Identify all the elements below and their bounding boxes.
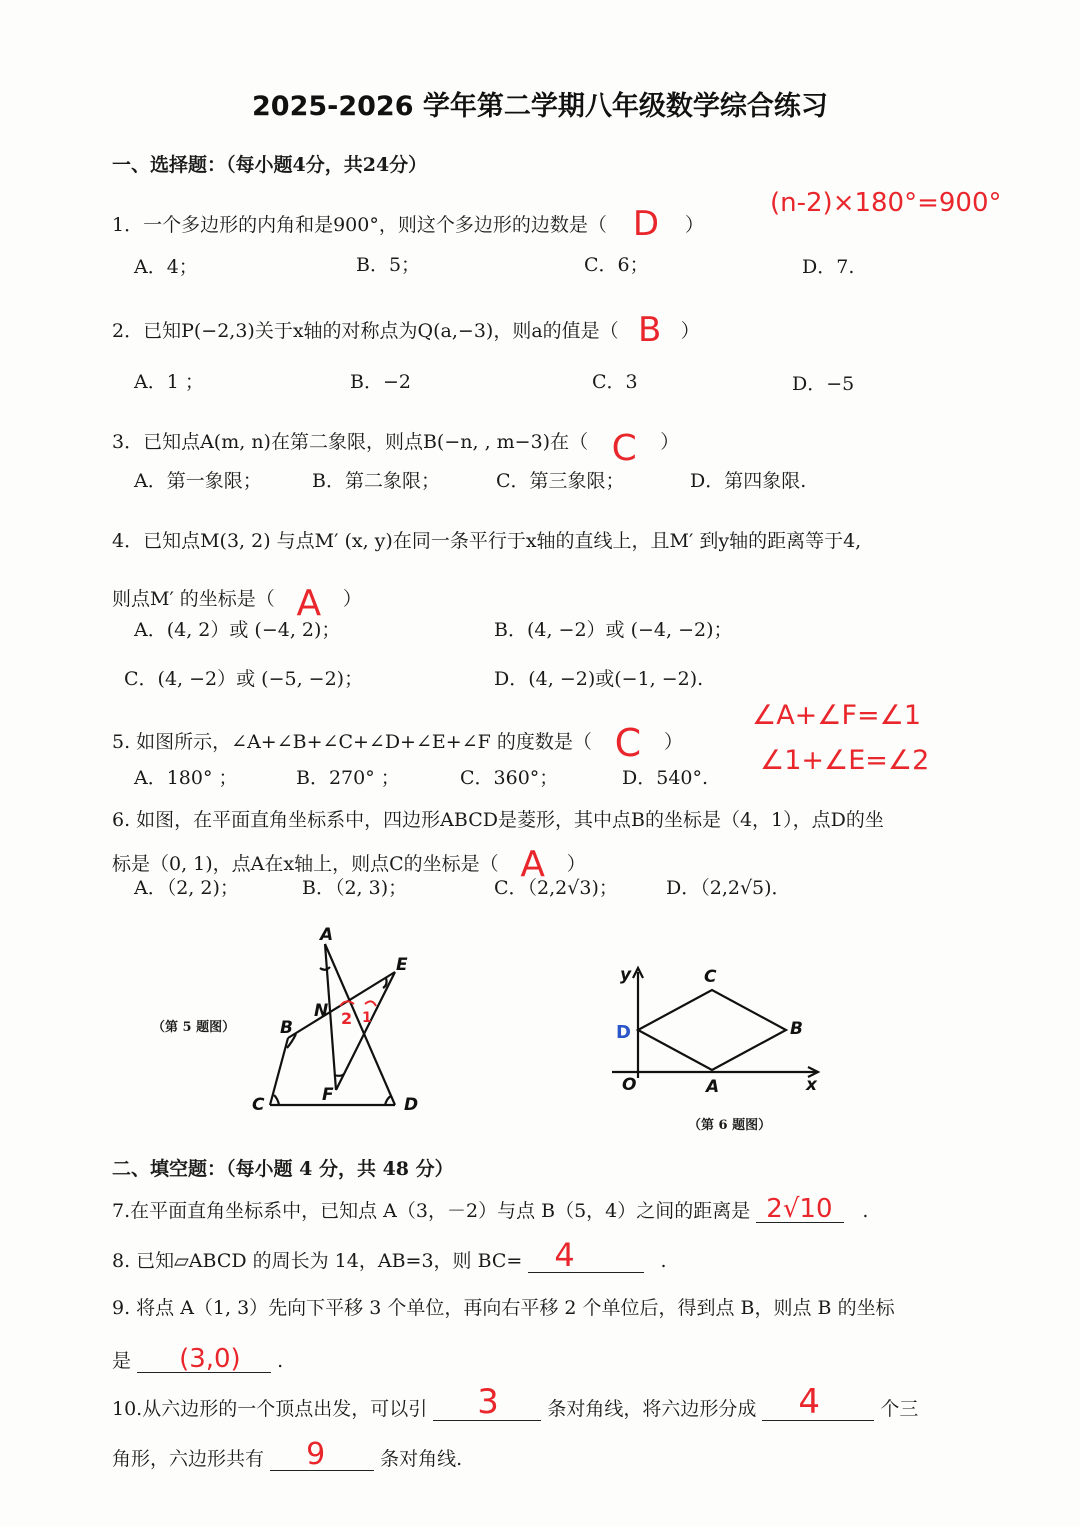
q9-stem2: 是 bbox=[112, 1350, 132, 1372]
q5-close: ） bbox=[663, 731, 683, 753]
q9-answer: (3,0) bbox=[179, 1344, 241, 1374]
angle-mark-a bbox=[320, 967, 330, 970]
q5-option-d: D．540°. bbox=[622, 767, 709, 789]
q3-option-b: B．第二象限； bbox=[312, 470, 440, 492]
q2-option-b: B．−2 bbox=[350, 371, 411, 393]
q6-answer: A bbox=[520, 844, 546, 885]
question-9-line2 bbox=[112, 1346, 283, 1373]
question-6: 6. 如图，在平面直角坐标系中，四边形ABCD是菱形，其中点B的坐标是（4，1），点D的坐 bbox=[112, 809, 884, 831]
q3-stem: 3．已知点A(m, n)在第二象限，则点B(−n, , m−3)在（ bbox=[112, 431, 589, 453]
fig6-label-o: O bbox=[622, 1075, 637, 1095]
q3-option-a: A．第一象限； bbox=[134, 470, 262, 492]
q6-option-a: A．（2, 2)； bbox=[134, 877, 239, 899]
question-7 bbox=[112, 1196, 868, 1223]
q4-answer: A bbox=[296, 583, 322, 624]
question-5 bbox=[112, 713, 683, 765]
q1-note: (n-2)×180°=900° bbox=[770, 188, 1002, 218]
section-fill-heading: 二、填空题：（每小题 4 分，共 48 分） bbox=[112, 1158, 454, 1180]
fig5-label-c: C bbox=[252, 1095, 265, 1115]
q10-part4: 角形，六边形共有 bbox=[112, 1448, 265, 1470]
fig6-label-b: B bbox=[790, 1019, 803, 1039]
q8-end: . bbox=[660, 1250, 667, 1272]
q6-close: ） bbox=[566, 853, 586, 875]
question-4-line2 bbox=[112, 573, 362, 624]
q1-option-d: D．7. bbox=[802, 256, 855, 278]
q6-option-d: D．（2,2√5)． bbox=[666, 877, 791, 899]
figure-6 bbox=[598, 958, 838, 1106]
fig6-label-y: y bbox=[620, 965, 632, 985]
q6-option-c: C．（2,2√3)； bbox=[494, 877, 618, 899]
fig6-label-c: C bbox=[704, 967, 717, 987]
fig5-label-a: A bbox=[320, 925, 334, 945]
q4-close: ） bbox=[342, 588, 362, 610]
q3-answer: C bbox=[611, 428, 637, 469]
fig5-caption: （第 5 题图） bbox=[152, 1020, 236, 1035]
red-arc-2 bbox=[365, 1001, 376, 1006]
q10-blank-2 bbox=[762, 1382, 874, 1422]
q8-blank bbox=[528, 1236, 644, 1274]
q4-option-c: C．(4, −2）或 (−5, −2)； bbox=[124, 668, 364, 690]
fig5-mark-1: 1 bbox=[362, 1010, 372, 1026]
q1-option-b: B．5； bbox=[356, 254, 421, 276]
q2-answer: B bbox=[638, 310, 662, 350]
question-2 bbox=[112, 306, 700, 350]
q10-answer-2: 4 bbox=[798, 1382, 821, 1422]
q10-answer-1: 3 bbox=[477, 1382, 499, 1422]
q7-end: . bbox=[862, 1200, 869, 1222]
q3-close: ） bbox=[660, 431, 680, 453]
question-8 bbox=[112, 1236, 667, 1274]
q4-stem2: 则点M′ 的坐标是（ bbox=[112, 588, 275, 610]
q4-option-d: D．(4, −2)或(−1, −2). bbox=[494, 668, 704, 690]
q3-option-d: D．第四象限. bbox=[690, 470, 807, 492]
fig5-label-d: D bbox=[404, 1095, 419, 1115]
angle-mark-c bbox=[274, 1095, 279, 1105]
question-4: 4．已知点M(3, 2) 与点M′ (x, y)在同一条平行于x轴的直线上，且M′ 到y轴的距离等于4, bbox=[112, 530, 862, 552]
q10-answer-3: 9 bbox=[306, 1437, 326, 1472]
fig5-label-n: N bbox=[314, 1001, 329, 1021]
q10-part3: 个三 bbox=[880, 1398, 919, 1420]
fig6-label-d: D bbox=[616, 1022, 631, 1043]
fig5-label-e: E bbox=[396, 955, 408, 975]
q4-option-b: B．(4, −2）或 (−4, −2)； bbox=[494, 619, 733, 641]
fig6-label-a: A bbox=[706, 1077, 720, 1097]
q8-stem: 8. 已知▱ABCD 的周长为 14，AB=3，则 BC= bbox=[112, 1250, 523, 1272]
q4-option-a: A．(4, 2）或 (−4, 2)； bbox=[134, 619, 341, 641]
q3-option-c: C．第三象限； bbox=[496, 470, 625, 492]
q5-note-2: ∠1+∠E=∠2 bbox=[760, 745, 930, 776]
q5-stem: 5. 如图所示，∠A+∠B+∠C+∠D+∠E+∠F 的度数是（ bbox=[112, 731, 592, 753]
q2-option-d: D．−5 bbox=[792, 373, 855, 395]
q9-end: . bbox=[277, 1350, 284, 1372]
q6-option-b: B．（2, 3)； bbox=[302, 877, 408, 899]
q10-part2: 条对角线，将六边形分成 bbox=[547, 1398, 757, 1420]
question-3 bbox=[112, 416, 680, 469]
section-choice-heading: 一、选择题：（每小题4分，共24分） bbox=[112, 154, 428, 176]
q8-answer: 4 bbox=[554, 1236, 575, 1274]
q1-option-c: C．6； bbox=[584, 254, 649, 276]
q7-blank bbox=[756, 1194, 844, 1224]
q10-part1: 10.从六边形的一个顶点出发，可以引 bbox=[112, 1398, 428, 1420]
page-title: 2025-2026 学年第二学期八年级数学综合练习 bbox=[252, 91, 828, 122]
q5-answer: C bbox=[614, 721, 642, 765]
angle-mark-d bbox=[385, 1096, 391, 1105]
q10-blank-1 bbox=[433, 1382, 541, 1422]
q6-stem2: 标是（0, 1)，点A在x轴上，则点C的坐标是（ bbox=[112, 853, 499, 875]
rhombus-abcd bbox=[638, 990, 786, 1070]
q10-part5: 条对角线. bbox=[380, 1448, 463, 1470]
fig6-label-x: x bbox=[806, 1075, 817, 1095]
fig5-mark-2: 2 bbox=[341, 1009, 353, 1028]
q2-option-a: A．1 ； bbox=[134, 371, 204, 393]
q7-stem: 7.在平面直角坐标系中，已知点 A（3，－2）与点 B（5，4）之间的距离是 bbox=[112, 1200, 751, 1222]
question-10-line2 bbox=[112, 1437, 463, 1472]
fig5-label-f: F bbox=[322, 1085, 334, 1105]
segment-bc bbox=[270, 1038, 288, 1105]
q1-answer: D bbox=[632, 204, 659, 244]
q2-close: ） bbox=[680, 320, 700, 342]
q2-stem: 2．已知P(−2,3)关于x轴的对称点为Q(a,−3)，则a的值是（ bbox=[112, 320, 619, 342]
fig5-label-b: B bbox=[280, 1018, 293, 1038]
q10-blank-3 bbox=[270, 1437, 374, 1472]
q1-option-a: A．4； bbox=[134, 256, 198, 278]
q2-option-c: C．3 bbox=[592, 371, 638, 393]
figure-5 bbox=[240, 920, 440, 1120]
q1-close: ） bbox=[684, 214, 704, 236]
question-1 bbox=[112, 200, 704, 244]
question-10 bbox=[112, 1382, 919, 1422]
q5-option-c: C．360°； bbox=[460, 767, 559, 789]
q5-note-1: ∠A+∠F=∠1 bbox=[752, 700, 922, 731]
fig6-caption: （第 6 题图） bbox=[688, 1118, 772, 1133]
q5-option-a: A．180° ； bbox=[134, 767, 238, 789]
q9-blank bbox=[137, 1344, 271, 1374]
q1-stem: 1．一个多边形的内角和是900°，则这个多边形的边数是（ bbox=[112, 214, 607, 236]
q7-answer: 2√10 bbox=[766, 1194, 833, 1224]
q5-option-b: B．270° ； bbox=[296, 767, 400, 789]
question-9: 9. 将点 A（1, 3）先向下平移 3 个单位，再向右平移 2 个单位后，得到点 B，则点 B 的坐标 bbox=[112, 1297, 895, 1319]
angle-mark-f bbox=[334, 1074, 344, 1076]
